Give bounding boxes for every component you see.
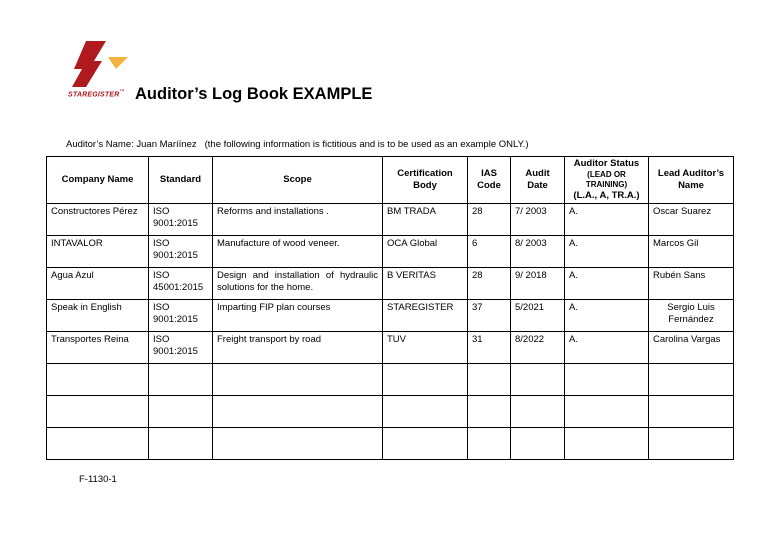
- empty-cell: [149, 395, 213, 427]
- cell-scope: Imparting FIP plan courses: [213, 299, 383, 331]
- cell-scope: Manufacture of wood veneer.: [213, 235, 383, 267]
- cell-standard: ISO 9001:2015: [149, 331, 213, 363]
- table-row: [47, 235, 734, 267]
- empty-cell: [649, 363, 734, 395]
- cell-standard: ISO 45001:2015: [149, 267, 213, 299]
- disclaimer: (the following information is fictitious and is to be used as an example ONLY.): [204, 139, 529, 150]
- header-auditor-status: [565, 157, 649, 204]
- cell-lead-auditor: Sergio Luis Fernández: [649, 299, 734, 331]
- empty-cell: [565, 363, 649, 395]
- empty-cell: [565, 395, 649, 427]
- header-audit-date: Audit Date: [511, 157, 565, 204]
- auditor-log-table: [46, 156, 734, 460]
- cell-company: Agua Azul: [47, 267, 149, 299]
- cell-ias-code: 28: [468, 203, 511, 235]
- empty-row: [47, 395, 734, 427]
- empty-cell: [213, 427, 383, 459]
- cell-ias-code: 28: [468, 267, 511, 299]
- empty-cell: [565, 427, 649, 459]
- cell-ias-code: 37: [468, 299, 511, 331]
- empty-cell: [468, 363, 511, 395]
- header-cert-body: Certification Body: [383, 157, 468, 204]
- header-lead-auditor: Lead Auditor’s Name: [649, 157, 734, 204]
- table-header-row: [47, 157, 734, 204]
- empty-cell: [149, 363, 213, 395]
- cell-standard: ISO 9001:2015: [149, 235, 213, 267]
- logo-trademark: ™: [119, 89, 125, 95]
- cell-audit-date: 9/ 2018: [511, 267, 565, 299]
- empty-cell: [468, 427, 511, 459]
- cell-cert-body: TUV: [383, 331, 468, 363]
- logo-red-shape: [72, 41, 106, 87]
- cell-scope: Design and installation of hydraulic solutions for the home.: [213, 267, 383, 299]
- auditor-name: Auditor’s Name: Juan Maríínez: [66, 139, 197, 150]
- cell-lead-auditor: Rubén Sans: [649, 267, 734, 299]
- cell-audit-date: 8/ 2003: [511, 235, 565, 267]
- cell-status: A.: [565, 299, 649, 331]
- empty-cell: [213, 363, 383, 395]
- empty-cell: [47, 427, 149, 459]
- cell-company: Constructores Pérez: [47, 203, 149, 235]
- empty-cell: [383, 395, 468, 427]
- empty-cell: [47, 363, 149, 395]
- cell-lead-auditor: Oscar Suarez: [649, 203, 734, 235]
- empty-cell: [649, 395, 734, 427]
- logo-wordmark-text: STAREGISTER: [68, 91, 120, 99]
- header-status-sub: (LEAD OR TRAINING): [585, 169, 628, 189]
- cell-audit-date: 7/ 2003: [511, 203, 565, 235]
- cell-standard: ISO 9001:2015: [149, 299, 213, 331]
- empty-cell: [649, 427, 734, 459]
- empty-cell: [383, 427, 468, 459]
- empty-cell: [213, 395, 383, 427]
- logo-gold-shape: [108, 57, 128, 69]
- cell-audit-date: 5/2021: [511, 299, 565, 331]
- cell-status: A.: [565, 331, 649, 363]
- cell-ias-code: 31: [468, 331, 511, 363]
- cell-audit-date: 8/2022: [511, 331, 565, 363]
- empty-cell: [468, 395, 511, 427]
- cell-lead-auditor: Marcos Gil: [649, 235, 734, 267]
- empty-cell: [511, 427, 565, 459]
- cell-ias-code: 6: [468, 235, 511, 267]
- header-status-codes: (L.A., A, TR.A.): [573, 189, 640, 201]
- cell-cert-body: OCA Global: [383, 235, 468, 267]
- cell-cert-body: B VERITAS: [383, 267, 468, 299]
- form-code: F-1130-1: [79, 474, 117, 485]
- header-ias-code: IAS Code: [468, 157, 511, 204]
- empty-row: [47, 427, 734, 459]
- table-row: [47, 203, 734, 235]
- cell-company: INTAVALOR: [47, 235, 149, 267]
- header-status-title: Auditor Status: [573, 158, 640, 169]
- table-row: [47, 267, 734, 299]
- table-row: [47, 299, 734, 331]
- empty-cell: [383, 363, 468, 395]
- cell-scope: Freight transport by road: [213, 331, 383, 363]
- cell-cert-body: BM TRADA: [383, 203, 468, 235]
- logo-wordmark: [68, 89, 125, 98]
- cell-company: Transportes Reina: [47, 331, 149, 363]
- cell-scope: Reforms and installations .: [213, 203, 383, 235]
- header-company: Company Name: [47, 157, 149, 204]
- header-standard: Standard: [149, 157, 213, 204]
- cell-lead-auditor: Carolina Vargas: [649, 331, 734, 363]
- header-scope: Scope: [213, 157, 383, 204]
- table-row: [47, 331, 734, 363]
- cell-status: A.: [565, 267, 649, 299]
- empty-cell: [511, 363, 565, 395]
- cell-status: A.: [565, 235, 649, 267]
- page-title: Auditor’s Log Book EXAMPLE: [135, 85, 373, 103]
- empty-cell: [149, 427, 213, 459]
- empty-cell: [511, 395, 565, 427]
- auditor-name-line: [66, 139, 528, 150]
- cell-company: Speak in English: [47, 299, 149, 331]
- empty-cell: [47, 395, 149, 427]
- cell-status: A.: [565, 203, 649, 235]
- cell-cert-body: STAREGISTER: [383, 299, 468, 331]
- empty-row: [47, 363, 734, 395]
- cell-standard: ISO 9001:2015: [149, 203, 213, 235]
